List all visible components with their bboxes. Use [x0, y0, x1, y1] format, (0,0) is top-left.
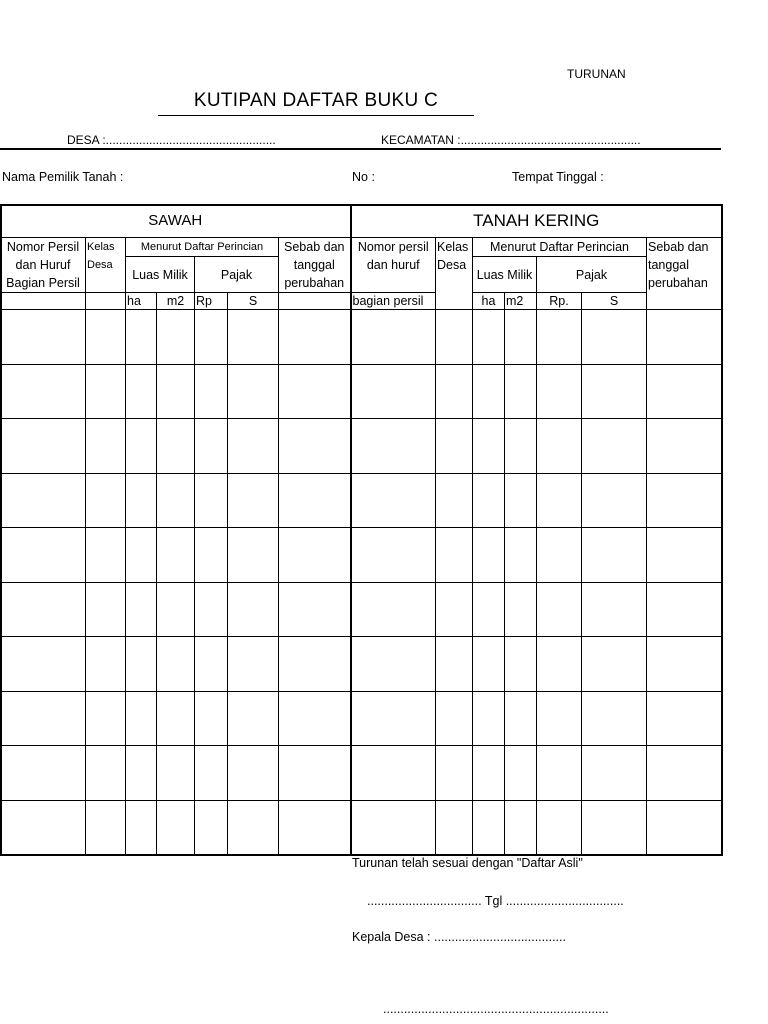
table-row	[1, 637, 722, 692]
tk-ha-header: ha	[473, 293, 505, 310]
table-cell[interactable]	[351, 473, 436, 528]
table-cell[interactable]	[195, 310, 228, 365]
table-cell[interactable]	[436, 746, 473, 801]
table-cell[interactable]	[195, 364, 228, 419]
table-cell[interactable]	[537, 582, 582, 637]
table-row	[1, 800, 722, 855]
table-cell[interactable]	[195, 528, 228, 583]
sawah-kelas-desa-header: Kelas Desa	[86, 238, 126, 293]
table-cell[interactable]	[505, 691, 537, 746]
table-cell[interactable]	[582, 800, 647, 855]
table-cell[interactable]	[436, 310, 473, 365]
sawah-luas-milik-header: Luas Milik	[126, 257, 195, 293]
sawah-header: SAWAH	[1, 205, 351, 238]
table-cell[interactable]	[537, 746, 582, 801]
table-cell[interactable]	[537, 310, 582, 365]
table-cell[interactable]	[351, 691, 436, 746]
table-cell[interactable]	[279, 419, 351, 474]
sawah-nomor-blank	[1, 293, 86, 310]
turunan-sesuai-text: Turunan telah sesuai dengan "Daftar Asli"	[352, 856, 583, 870]
table-cell[interactable]	[126, 419, 157, 474]
table-cell[interactable]	[157, 637, 195, 692]
table-cell[interactable]	[195, 691, 228, 746]
table-cell[interactable]	[473, 637, 505, 692]
table-cell[interactable]	[537, 473, 582, 528]
tk-sebab-header: Sebab dan tanggal perubahan	[647, 238, 722, 310]
table-cell[interactable]	[351, 637, 436, 692]
table-cell[interactable]	[582, 637, 647, 692]
table-cell[interactable]	[1, 746, 86, 801]
table-cell[interactable]	[228, 800, 279, 855]
table-cell[interactable]	[537, 364, 582, 419]
table-cell[interactable]	[351, 364, 436, 419]
sawah-s-header: S	[228, 293, 279, 310]
table-cell[interactable]	[86, 528, 126, 583]
table-cell[interactable]	[647, 473, 722, 528]
table-row	[1, 364, 722, 419]
table-cell[interactable]	[351, 528, 436, 583]
table-cell[interactable]	[537, 691, 582, 746]
table-cell[interactable]	[157, 364, 195, 419]
table-cell[interactable]	[157, 691, 195, 746]
sawah-sebab-blank	[279, 293, 351, 310]
table-cell[interactable]	[126, 746, 157, 801]
table-cell[interactable]	[228, 419, 279, 474]
title-underline	[158, 115, 474, 116]
table-cell[interactable]	[195, 582, 228, 637]
table-cell[interactable]	[473, 582, 505, 637]
table-cell[interactable]	[86, 746, 126, 801]
table-cell[interactable]	[279, 691, 351, 746]
table-cell[interactable]	[436, 473, 473, 528]
table-cell[interactable]	[505, 364, 537, 419]
table-cell[interactable]	[351, 582, 436, 637]
table-cell[interactable]	[351, 800, 436, 855]
sawah-rp-header: Rp	[195, 293, 228, 310]
table-cell[interactable]	[351, 310, 436, 365]
table-cell[interactable]	[157, 746, 195, 801]
table-cell[interactable]	[436, 582, 473, 637]
table-cell[interactable]	[473, 310, 505, 365]
table-cell[interactable]	[582, 310, 647, 365]
table-cell[interactable]	[195, 637, 228, 692]
table-cell[interactable]	[228, 528, 279, 583]
table-cell[interactable]	[473, 691, 505, 746]
tk-rp-header: Rp.	[537, 293, 582, 310]
table-cell[interactable]	[505, 746, 537, 801]
table-cell[interactable]	[86, 364, 126, 419]
table-cell[interactable]	[582, 364, 647, 419]
table-cell[interactable]	[473, 419, 505, 474]
table-cell[interactable]	[86, 473, 126, 528]
table-cell[interactable]	[1, 800, 86, 855]
table-cell[interactable]	[582, 746, 647, 801]
table-cell[interactable]	[647, 528, 722, 583]
table-cell[interactable]	[537, 528, 582, 583]
table-cell[interactable]	[582, 528, 647, 583]
table-cell[interactable]	[157, 582, 195, 637]
table-cell[interactable]	[1, 364, 86, 419]
table-cell[interactable]	[582, 691, 647, 746]
header-rule	[0, 148, 721, 150]
table-cell[interactable]	[351, 746, 436, 801]
table-cell[interactable]	[647, 419, 722, 474]
tk-menurut-header: Menurut Daftar Perincian	[473, 238, 647, 257]
turunan-label: TURUNAN	[567, 67, 626, 81]
table-cell[interactable]	[195, 800, 228, 855]
sawah-ha-header: ha	[126, 293, 157, 310]
table-cell[interactable]	[647, 364, 722, 419]
table-cell[interactable]	[126, 582, 157, 637]
tanah-kering-header: TANAH KERING	[351, 205, 722, 238]
no-label: No :	[352, 170, 375, 184]
table-cell[interactable]	[647, 582, 722, 637]
signature-line: .................................................................	[383, 1002, 609, 1016]
table-cell[interactable]	[228, 691, 279, 746]
tk-m2-header: m2	[505, 293, 537, 310]
table-cell[interactable]	[86, 419, 126, 474]
tk-luas-milik-header: Luas Milik	[473, 257, 537, 293]
table-cell[interactable]	[582, 419, 647, 474]
table-cell[interactable]	[505, 419, 537, 474]
table-cell[interactable]	[228, 582, 279, 637]
table-cell[interactable]	[537, 637, 582, 692]
tempat-tinggal-label: Tempat Tinggal :	[512, 170, 604, 184]
table-cell[interactable]	[505, 310, 537, 365]
table-cell[interactable]	[505, 637, 537, 692]
table-cell[interactable]	[279, 473, 351, 528]
sawah-sebab-header: Sebab dan tanggal perubahan	[279, 238, 351, 293]
table-cell[interactable]	[473, 473, 505, 528]
table-cell[interactable]	[126, 800, 157, 855]
table-cell[interactable]	[195, 419, 228, 474]
table-row	[1, 528, 722, 583]
table-cell[interactable]	[86, 637, 126, 692]
table-cell[interactable]	[537, 800, 582, 855]
table-cell[interactable]	[647, 800, 722, 855]
table-cell[interactable]	[436, 528, 473, 583]
table-cell[interactable]	[86, 310, 126, 365]
table-cell[interactable]	[473, 800, 505, 855]
sawah-nomor-persil-header: Nomor Persil dan Huruf Bagian Persil	[1, 238, 86, 293]
table-cell[interactable]	[647, 310, 722, 365]
table-cell[interactable]	[195, 746, 228, 801]
tk-nomor-persil-header: Nomor persil dan huruf	[351, 238, 436, 293]
table-cell[interactable]	[157, 473, 195, 528]
table-cell[interactable]	[537, 419, 582, 474]
table-cell[interactable]	[228, 746, 279, 801]
table-cell[interactable]	[1, 691, 86, 746]
table-cell[interactable]	[157, 800, 195, 855]
table-cell[interactable]	[1, 582, 86, 637]
table-cell[interactable]	[647, 691, 722, 746]
table-row	[1, 691, 722, 746]
table-cell[interactable]	[157, 310, 195, 365]
table-cell[interactable]	[279, 746, 351, 801]
table-cell[interactable]	[436, 419, 473, 474]
table-cell[interactable]	[1, 637, 86, 692]
sawah-m2-header: m2	[157, 293, 195, 310]
table-cell[interactable]	[1, 528, 86, 583]
table-cell[interactable]	[126, 473, 157, 528]
table-cell[interactable]	[1, 310, 86, 365]
table-cell[interactable]	[228, 364, 279, 419]
kecamatan-field: KECAMATAN :......................................................	[381, 133, 641, 147]
table-cell[interactable]	[1, 473, 86, 528]
kepala-desa-line: Kepala Desa : ......................................	[352, 930, 566, 944]
table-cell[interactable]	[582, 582, 647, 637]
table-cell[interactable]	[647, 746, 722, 801]
table-cell[interactable]	[195, 473, 228, 528]
tk-kelas-desa-header: Kelas Desa	[436, 238, 473, 310]
table-cell[interactable]	[126, 364, 157, 419]
table-cell[interactable]	[157, 528, 195, 583]
sawah-pajak-header: Pajak	[195, 257, 279, 293]
table-row	[1, 310, 722, 365]
sawah-kelas-blank	[86, 293, 126, 310]
tk-pajak-header: Pajak	[537, 257, 647, 293]
table-cell[interactable]	[1, 419, 86, 474]
table-cell[interactable]	[473, 364, 505, 419]
table-cell[interactable]	[157, 419, 195, 474]
table-cell[interactable]	[126, 310, 157, 365]
table-cell[interactable]	[436, 637, 473, 692]
table-cell[interactable]	[126, 637, 157, 692]
nama-pemilik-label: Nama Pemilik Tanah :	[2, 170, 124, 184]
tk-s-header: S	[582, 293, 647, 310]
table-cell[interactable]	[436, 364, 473, 419]
table-cell[interactable]	[582, 473, 647, 528]
table-cell[interactable]	[473, 746, 505, 801]
table-cell[interactable]	[86, 800, 126, 855]
table-cell[interactable]	[279, 800, 351, 855]
desa-field: DESA :...................................................	[67, 133, 276, 147]
table-cell[interactable]	[228, 473, 279, 528]
table-cell[interactable]	[436, 691, 473, 746]
table-cell[interactable]	[279, 310, 351, 365]
document-title: KUTIPAN DAFTAR BUKU C	[193, 90, 439, 111]
table-cell[interactable]	[228, 310, 279, 365]
table-cell[interactable]	[126, 691, 157, 746]
tanggal-line: ................................. Tgl ..................................	[367, 894, 624, 908]
table-cell[interactable]	[279, 637, 351, 692]
buku-c-table	[0, 204, 722, 855]
table-row	[1, 419, 722, 474]
table-cell[interactable]	[505, 800, 537, 855]
table-cell[interactable]	[228, 637, 279, 692]
table-cell[interactable]	[436, 800, 473, 855]
table-cell[interactable]	[351, 419, 436, 474]
table-cell[interactable]	[505, 582, 537, 637]
table-cell[interactable]	[505, 528, 537, 583]
table-cell[interactable]	[279, 528, 351, 583]
table-cell[interactable]	[86, 582, 126, 637]
table-cell[interactable]	[86, 691, 126, 746]
table-cell[interactable]	[279, 364, 351, 419]
table-cell[interactable]	[505, 473, 537, 528]
table-row	[1, 746, 722, 801]
sawah-menurut-header: Menurut Daftar Perincian	[126, 238, 279, 257]
table-cell[interactable]	[473, 528, 505, 583]
table-cell[interactable]	[126, 528, 157, 583]
table-cell[interactable]	[647, 637, 722, 692]
table-row	[1, 473, 722, 528]
table-cell[interactable]	[279, 582, 351, 637]
tk-bagian-persil-header: bagian persil	[351, 293, 436, 310]
table-row	[1, 582, 722, 637]
